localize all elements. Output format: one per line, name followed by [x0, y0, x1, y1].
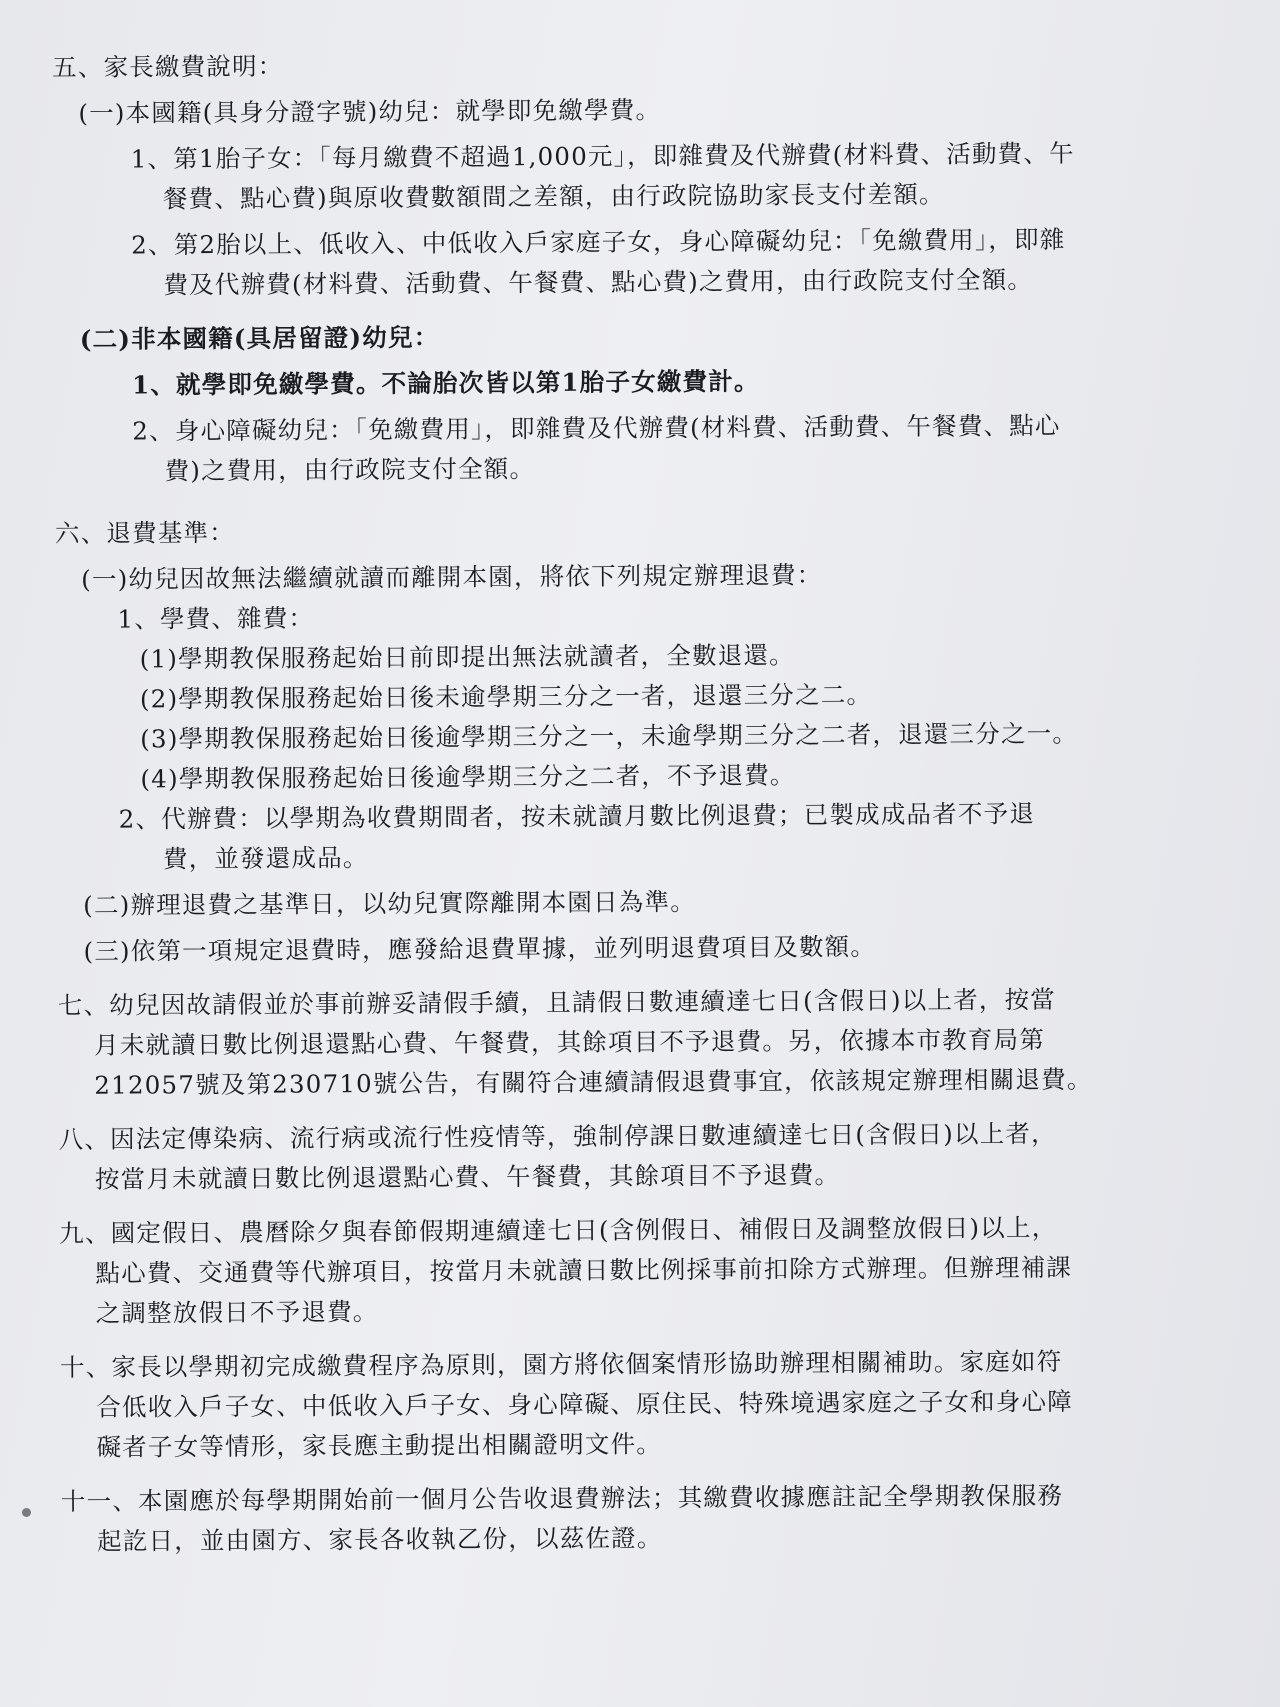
- section-6-sub-3: (三)依第一項規定退費時，應發給退費單據，並列明退費項目及數額。: [83, 931, 877, 966]
- document-body: [52, 41, 1261, 1562]
- section-6-sub-1: (一)幼兒因故無法繼續就讀而離開本園，將依下列規定辦理退費：: [81, 560, 823, 594]
- section-5-sub-2-item-1: 1、就學即免繳學費。不論胎次皆以第1胎子女繳費計。: [131, 366, 760, 400]
- section-5-sub-2-item-2-cont: 費)之費用，由行政院支付全額。: [164, 454, 536, 486]
- section-10-line-3: 礙者子女等情形，家長應主動提出相關證明文件。: [96, 1429, 663, 1462]
- section-5-sub-1: (一)本國籍(具身分證字號)幼兒：就學即免繳學費。: [78, 95, 662, 128]
- section-5-sub-2-item-2: 2、身心障礙幼兒：「免繳費用」，即雜費及代辦費(材料費、活動費、午餐費、點心: [132, 410, 1061, 446]
- section-5-sub-1-item-1-cont: 餐費、點心費)與原收費數額間之差額，由行政院協助家長支付差額。: [162, 179, 945, 214]
- section-6-item-1: 1、學費、雜費：: [117, 603, 315, 634]
- section-11-line-1: 十一、本園應於每學期開始前一個月公告收退費辦法；其繳費收據應註記全學期教保服務: [60, 1480, 1064, 1516]
- section-7-line-3: 212057號及第230710號公告，有關符合連續請假退費事宜，依該規定辦理相關退費。: [94, 1064, 1093, 1100]
- section-6-item-1-3: (3)學期教保服務起始日後逾學期三分之一，未逾學期三分之二者，退還三分之一。: [140, 718, 1079, 754]
- section-10-line-2: 合低收入戶子女、中低收入戶子女、身心障礙、原住民、特殊境遇家庭之子女和身心障: [96, 1386, 1073, 1422]
- section-5-sub-1-item-1: 1、第1胎子女：「每月繳費不超過1,000元」，即雜費及代辦費(材料費、活動費、午: [130, 138, 1075, 174]
- section-8-line-2: 按當月未就讀日數比例退還點心費、午餐費，其餘項目不予退費。: [94, 1160, 841, 1194]
- paper-speck: [22, 1508, 31, 1517]
- section-7-line-1: 七、幼兒因故請假並於事前辦妥請假手續，且請假日數連續達七日(含假日)以上者，按當: [57, 984, 1057, 1020]
- section-6-item-2-cont: 費，並發還成品。: [162, 843, 369, 874]
- section-9-line-1: 九、國定假日、農曆除夕與春節假期連續達七日(含例假日、補假日及調整放假日)以上，: [59, 1212, 1058, 1248]
- section-9-line-3: 之調整放假日不予退費。: [95, 1297, 379, 1328]
- section-6-item-1-1: (1)學期教保服務起始日前即提出無法就讀者，全數退還。: [139, 640, 795, 674]
- section-6-sub-2: (二)辦理退費之基準日，以幼兒實際離開本園日為準。: [83, 887, 696, 920]
- section-5-sub-1-item-2-cont: 費及代辦費(材料費、活動費、午餐費、點心費)之費用，由行政院支付全額。: [163, 265, 1034, 300]
- section-6-heading: 六、退費基準：: [54, 517, 235, 548]
- section-11-line-2: 起訖日，並由園方、家長各收執乙份，以茲佐證。: [97, 1523, 663, 1556]
- section-5-sub-2: (二)非本國籍(具居留證)幼兒：: [79, 322, 440, 354]
- section-10-line-1: 十、家長以學期初完成繳費程序為原則，園方將依個案情形協助辦理相關補助。家庭如符: [59, 1346, 1063, 1382]
- section-7-line-2: 月未就讀日數比例退還點心費、午餐費，其餘項目不予退費。另，依據本市教育局第: [94, 1024, 1046, 1060]
- section-6-item-1-2: (2)學期教保服務起始日後未逾學期三分之一者，退還三分之二。: [139, 680, 873, 714]
- section-5-sub-1-item-2: 2、第2胎以上、低收入、中低收入戶家庭子女，身心障礙幼兒：「免繳費用」，即雜: [131, 224, 1066, 260]
- section-6-item-1-4: (4)學期教保服務起始日後逾學期三分之二者，不予退費。: [140, 760, 796, 794]
- section-5-heading: 五、家長繳費說明：: [52, 51, 284, 82]
- section-6-item-2: 2、代辦費：以學期為收費期間者，按未就讀月數比例退費；已製成成品者不予退: [118, 799, 1036, 834]
- section-9-line-2: 點心費、交通費等代辦項目，按當月未就讀日數比例採事前扣除方式辦理。但辦理補課: [95, 1252, 1073, 1288]
- section-8-line-1: 八、因法定傳染病、流行病或流行性疫情等，強制停課日數連續達七日(含假日)以上者，: [58, 1118, 1057, 1154]
